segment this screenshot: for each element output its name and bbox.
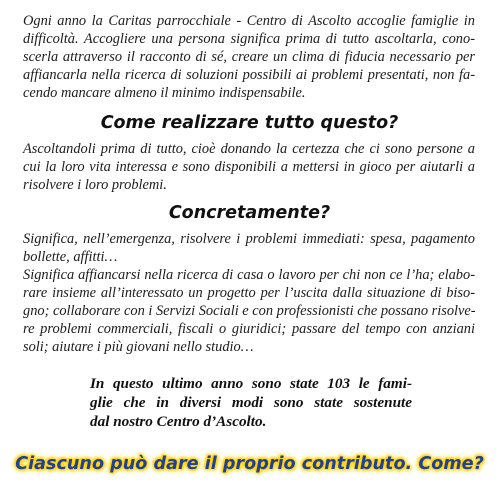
highlight-line: dal nostro Centro d’Ascolto. (90, 413, 267, 430)
section1-line: Ascoltandoli prima di tutto, cioè donando la certezza che ci sono persone a (23, 141, 475, 157)
section1-line: risolvere i loro problemi. (23, 177, 167, 193)
highlight-line: glie che in diversi modi sono state sostenute (90, 394, 412, 411)
intro-line: Ogni anno la Caritas parrocchiale - Centro di Ascolto accoglie famiglie in (23, 13, 475, 29)
section2-paragraph-support (23, 266, 475, 356)
section2-line: bollette, affitti… (23, 249, 118, 265)
intro-line: cendo mancare almeno il minimo indispensabile. (23, 85, 306, 101)
section2-line: rare insieme all’interessato un progetto per l’uscita dalla situazione di biso- (23, 285, 475, 301)
section2-line: Significa affiancarsi nella ricerca di casa o lavoro per chi non ce l’ha; elabo- (23, 267, 475, 283)
intro-line: difficoltà. Accogliere una persona significa prima di tutto ascoltarla, cono- (23, 31, 475, 47)
section2-paragraph-emergency (23, 230, 475, 266)
section-heading-come-realizzare: Come realizzare tutto questo? (100, 113, 399, 133)
intro-paragraph (23, 12, 475, 102)
section2-line: gno; collaborare con i Servizi Sociali e con professionisti che possano risolve- (23, 303, 476, 319)
highlight-line: In questo ultimo anno sono state 103 le fami- (90, 375, 412, 392)
section-heading-concretamente: Concretamente? (168, 203, 331, 223)
intro-line: affiancarla nella ricerca di soluzioni possibili ai problemi presentati, non fa- (23, 67, 475, 83)
call-to-action: Ciascuno può dare il proprio contributo. Come? (15, 454, 484, 474)
highlight-statistic (90, 374, 412, 431)
section2-line: soli; aiutare i più giovani nello studio… (23, 339, 254, 355)
section2-line: Significa, nell’emergenza, risolvere i problemi immediati: spesa, pagamento (23, 231, 475, 247)
intro-line: scerla attraverso il racconto di sé, creare un clima di fiducia necessario per (23, 49, 475, 65)
section2-line: re problemi commerciali, fiscali o giuridici; passare del tempo con anziani (23, 321, 475, 337)
section1-line: cui la loro vita interessa e sono disponibili a mettersi in gioco per aiutarli a (23, 159, 475, 175)
section1-paragraph (23, 140, 475, 194)
